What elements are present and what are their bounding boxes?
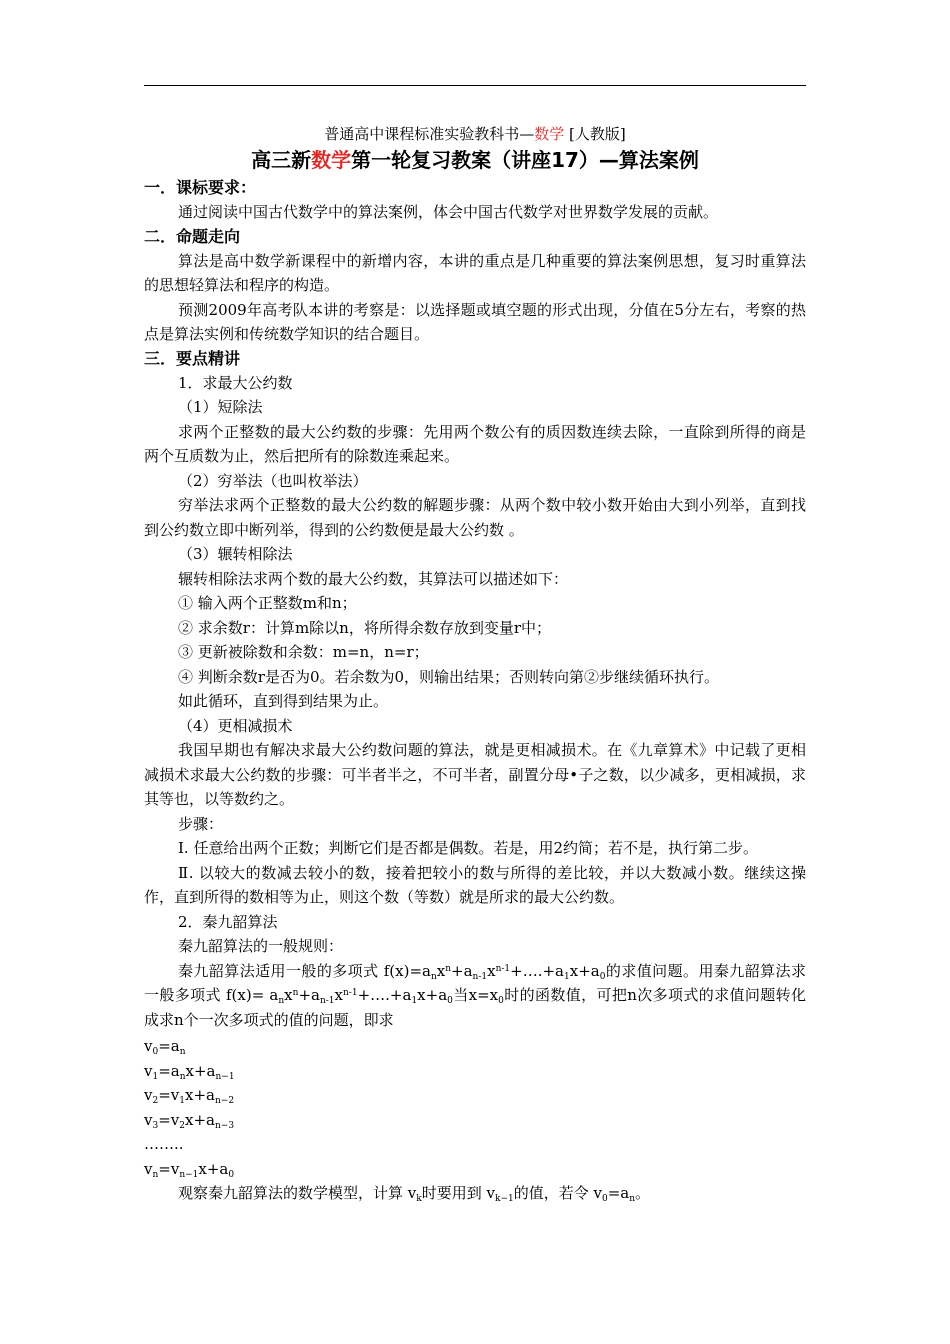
series-line [144, 122, 806, 146]
subtopic-euclid: （3）辗转相除法 [178, 545, 293, 563]
qin-observation: 观察秦九韶算法的数学模型，计算 $v_k$时要用到 $v_{k-1}$的值，若令 $v_0=a_n$。 [178, 1184, 651, 1204]
formula-v3: $v_3=v_2x+a_{n-3}$ [144, 1110, 235, 1131]
section-2-paragraph-1: 算法是高中数学新课程中的新增内容，本讲的重点是几种重要的算法案例思想，复习时重算法的思想轻算法和程序的构造。 [144, 251, 806, 294]
euclid-step-1: ① 输入两个正整数m和n； [178, 594, 357, 612]
subtopic-subtraction: （4）更相减损术 [178, 716, 293, 735]
formula-ellipsis: …….. [144, 1135, 184, 1153]
document-page [144, 122, 806, 1206]
series-text: 普通高中课程标准实验教科书— [324, 125, 535, 143]
euclid-step-3: ③ 更新被除数和余数：m=n，n=r； [178, 643, 429, 661]
section-heading-2: 二．命题走向 [144, 226, 241, 246]
subtopic-short-division: （1）短除法 [178, 398, 263, 416]
section-heading-1: 一．课标要求： [144, 178, 257, 197]
short-division-paragraph: 求两个正整数的最大公约数的步骤：先用两个数公有的质因数连续去除，一直除到所得的商是两个互质数为止，然后把所有的除数连乘起来。 [144, 422, 806, 465]
subtraction-steps-label: 步骤： [178, 814, 224, 833]
page-title: 高三新数学第一轮复习教案（讲座17）—算法案例 [251, 148, 699, 172]
formula-v1: $v_1=a_nx+a_{n-1}$ [144, 1061, 235, 1082]
section-2-paragraph-2: 预测2009年高考队本讲的考察是：以选择题或填空题的形式出现，分值在5分左右，考察的热点是算法实例和传统数学知识的结合题目。 [144, 300, 806, 343]
subtraction-step-1: Ⅰ. 任意给出两个正数；判断它们是否都是偶数。若是，用2约简；若不是，执行第二步。 [178, 839, 759, 857]
subtopic-exhaustion: （2）穷举法（也叫枚举法） [178, 471, 368, 490]
formula-vn: $v_n=v_{n-1}x+a_0$ [144, 1159, 235, 1180]
subtraction-paragraph: 我国早期也有解决求最大公约数问题的算法，就是更相减损术。在《九章算术》中记载了更相减损术求最大公约数的步骤：可半者半之，不可半者，副置分母•子之数，以少减多，更相减损，求其等也，以等数约之。 [144, 741, 806, 808]
formula-v0: $v_0=a_n$ [144, 1037, 186, 1057]
euclid-step-4: ④ 判断余数r是否为0。若余数为0，则输出结果；否则转向第②步继续循环执行。 [178, 667, 720, 686]
subtraction-step-2: Ⅱ. 以较大的数减去较小的数，接着把较小的数与所得的差比较，并以大数减小数。继续这操作，直到所得的数相等为止，则这个数（等数）就是所求的最大公约数。 [144, 863, 806, 906]
series-edition: [人教版] [564, 125, 626, 143]
topic-gcd: 1．求最大公约数 [178, 373, 293, 392]
header-rule [144, 85, 806, 86]
topic-qin-jiushao: 2．秦九韶算法 [178, 912, 278, 931]
section-heading-3: 三．要点精讲 [144, 348, 241, 368]
series-subject: 数学 [534, 125, 565, 143]
formula-v2: $v_2=v_1x+a_{n-2}$ [144, 1086, 235, 1106]
qin-rule-label: 秦九韶算法的一般规则： [178, 937, 344, 955]
euclid-paragraph: 辗转相除法求两个数的最大公约数，其算法可以描述如下： [178, 569, 569, 588]
title-subject: 数学 [311, 148, 352, 172]
qin-paragraph: 秦九韶算法适用一般的多项式 $f(x)=a_nx^n+a_{n-1}x^{n-1}+\dots.+a_1x+a_0$的求值问题。用秦九韶算法求一般多项式 $f(x)= a_nx^n+a_{n-1}x^{n-1}+\dots.+a_1x+a_0$当$x=x_0$时的函数值，可把n次多项式的求值问题转化成求n个一次多项式的值的问题，即求 [144, 961, 806, 1029]
exhaustion-paragraph: 穷举法求两个正整数的最大公约数的解题步骤：从两个数中较小数开始由大到小列举，直到找到公约数立即中断列举，得到的公约数便是最大公约数 。 [144, 496, 806, 539]
euclid-step-2: ② 求余数r：计算m除以n，将所得余数存放到变量r中； [178, 618, 551, 637]
euclid-loop-note: 如此循环，直到得到结果为止。 [178, 692, 389, 710]
section-1-paragraph: 通过阅读中国古代数学中的算法案例，体会中国古代数学对世界数学发展的贡献。 [178, 203, 719, 221]
